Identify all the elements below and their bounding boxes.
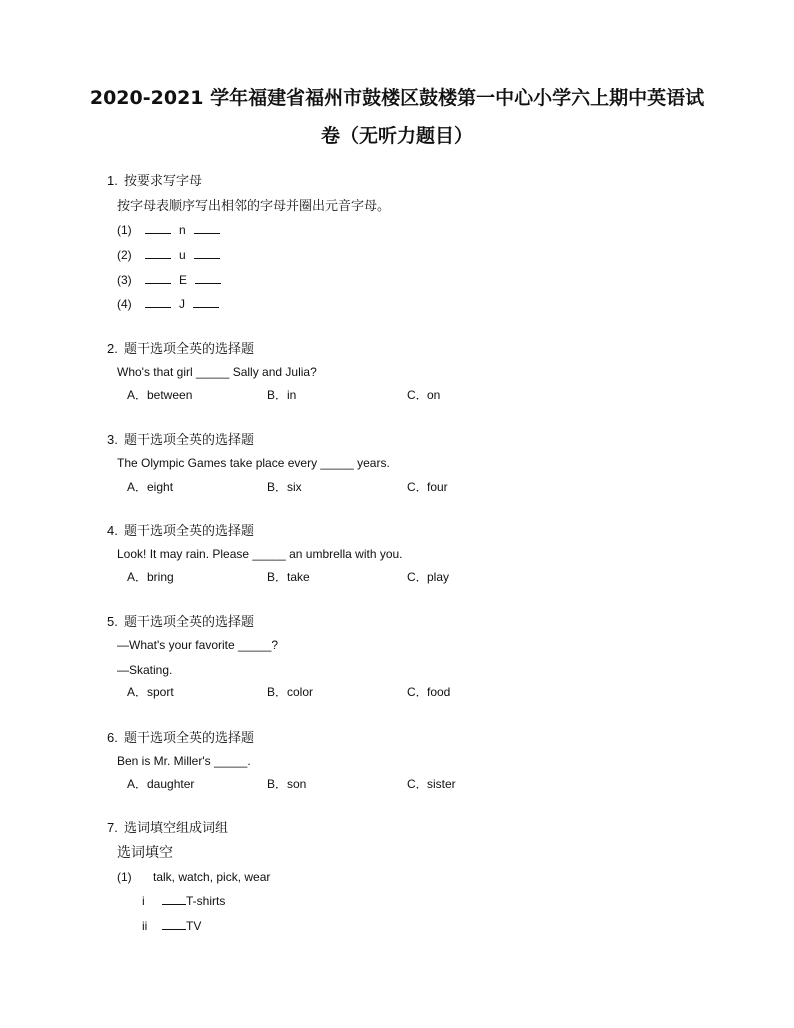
question-instruction: 按字母表顺序写出相邻的字母并圈出元音字母。: [117, 198, 391, 213]
phrase-item-1: i T-shirts: [142, 894, 226, 908]
question-6: [107, 729, 727, 791]
option-c[interactable]: C．play: [407, 570, 450, 584]
question-type: 题干选项全英的选择题: [124, 730, 255, 745]
question-subheading: 选词填空: [117, 844, 173, 860]
word-bank-row: [117, 869, 270, 885]
question-heading: [107, 522, 727, 540]
option-b[interactable]: B．take: [267, 570, 310, 584]
question-stem: Ben is Mr. Miller's _____.: [117, 754, 251, 768]
word-bank: talk, watch, pick, wear: [153, 870, 271, 884]
letter-item-3: (3) E: [117, 272, 221, 288]
phrase-item-2: ii TV: [142, 919, 202, 933]
question-3: [107, 431, 727, 494]
question-1: [107, 172, 727, 311]
letter-item-1: (1) n: [117, 222, 220, 238]
answer-blank[interactable]: [145, 223, 171, 234]
question-stem: Who's that girl _____ Sally and Julia?: [117, 365, 317, 379]
option-a[interactable]: A．bring: [127, 570, 174, 584]
question-number: 5.: [107, 614, 118, 629]
letter-item-2: (2) u: [117, 247, 220, 263]
question-number: 2.: [107, 341, 118, 356]
question-number: 4.: [107, 523, 118, 538]
question-type: 按要求写字母: [124, 173, 203, 188]
question-heading: [107, 729, 727, 747]
question-4: [107, 522, 727, 584]
option-b[interactable]: B．six: [267, 480, 302, 494]
stem-blank: _____: [213, 754, 248, 768]
answer-blank[interactable]: [193, 297, 219, 308]
question-2: [107, 340, 727, 402]
question-type: 题干选项全英的选择题: [124, 523, 255, 538]
document-title-line1: 2020-2021 学年福建省福州市鼓楼区鼓楼第一中心小学六上期中英语试: [89, 87, 705, 109]
option-b[interactable]: B．in: [267, 388, 297, 402]
stem-blank: _____: [320, 456, 354, 470]
option-a[interactable]: A．sport: [127, 685, 174, 699]
answer-blank[interactable]: [162, 894, 186, 905]
question-number: 3.: [107, 432, 118, 447]
stem-blank: _____: [195, 365, 230, 379]
question-number: 6.: [107, 730, 118, 745]
answer-blank[interactable]: [195, 273, 221, 284]
option-b[interactable]: B．son: [267, 777, 307, 791]
option-a[interactable]: A．between: [127, 388, 193, 402]
option-c[interactable]: C．four: [407, 480, 448, 494]
option-c[interactable]: C．sister: [407, 777, 456, 791]
answer-blank[interactable]: [162, 919, 186, 930]
question-heading: [107, 172, 727, 190]
option-c[interactable]: C．on: [407, 388, 441, 402]
question-heading: [107, 340, 727, 358]
question-number: 1.: [107, 173, 118, 188]
answer-blank[interactable]: [145, 273, 171, 284]
answer-blank[interactable]: [194, 223, 220, 234]
question-stem: —What's your favorite _____?: [117, 638, 279, 652]
answer-blank[interactable]: [145, 248, 171, 259]
document-title-line2: 卷（无听力题目）: [320, 125, 473, 147]
stem-blank: _____: [238, 638, 272, 652]
question-number: 7.: [107, 820, 118, 835]
question-heading: [107, 819, 727, 837]
question-heading: [107, 613, 727, 631]
question-type: 题干选项全英的选择题: [124, 341, 255, 356]
question-type: 题干选项全英的选择题: [124, 432, 255, 447]
answer-blank[interactable]: [194, 248, 220, 259]
question-5: [107, 613, 727, 699]
stem-blank: _____: [252, 547, 286, 561]
option-b[interactable]: B．color: [267, 685, 314, 699]
question-stem: Look! It may rain. Please _____ an umbrella with you.: [117, 547, 403, 561]
question-type: 选词填空组成词组: [124, 820, 229, 835]
option-a[interactable]: A．daughter: [127, 777, 195, 791]
option-c[interactable]: C．food: [407, 685, 451, 699]
letter-item-4: (4) J: [117, 296, 219, 312]
question-stem: The Olympic Games take place every _____ years.: [117, 456, 390, 470]
part-label: (1): [117, 870, 132, 884]
question-7: [107, 819, 727, 933]
question-type: 题干选项全英的选择题: [124, 614, 255, 629]
option-a[interactable]: A．eight: [127, 480, 174, 494]
answer-blank[interactable]: [145, 297, 171, 308]
question-heading: [107, 431, 727, 449]
dialogue-reply: —Skating.: [117, 663, 173, 677]
